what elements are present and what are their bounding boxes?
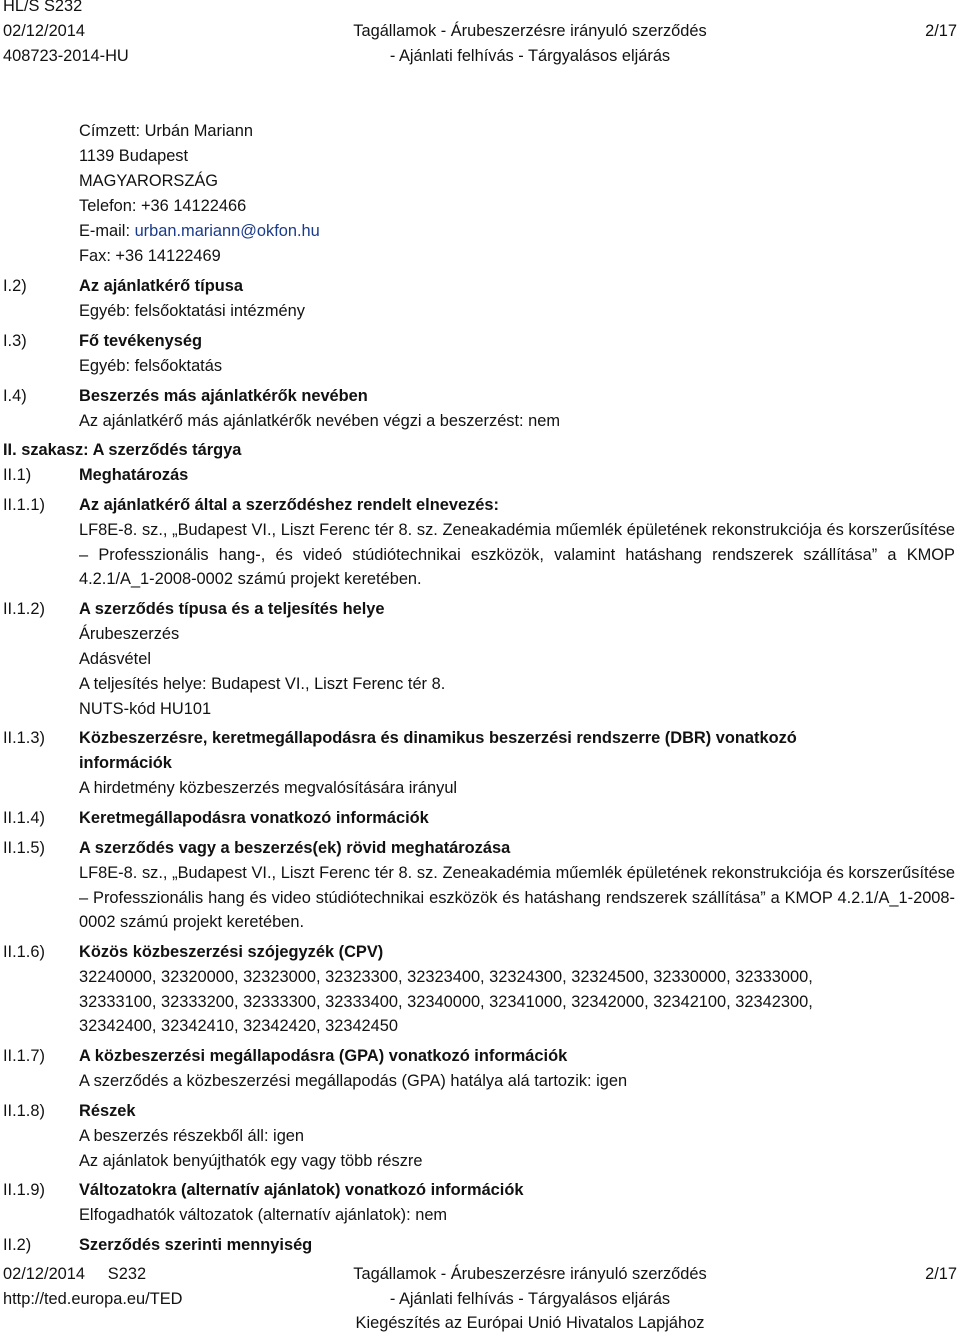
section-title: Az ajánlatkérő által a szerződéshez rendelt elnevezés: bbox=[79, 496, 499, 514]
section-title: Szerződés szerinti mennyiség bbox=[79, 1236, 313, 1254]
section-title: Közös közbeszerzési szójegyzék (CPV) bbox=[79, 943, 384, 961]
section-title: Fő tevékenység bbox=[79, 332, 202, 350]
footer-date-series: 02/12/2014 S232 bbox=[3, 1265, 147, 1283]
section-line: Árubeszerzés bbox=[79, 625, 180, 643]
section-line: NUTS-kód HU101 bbox=[79, 700, 212, 718]
contact-email-label: E-mail: bbox=[79, 222, 135, 240]
section-title: Az ajánlatkérő típusa bbox=[79, 277, 243, 295]
section-paragraph: LF8E-8. sz., „Budapest VI., Liszt Ferenc tér 8. sz. Zeneakadémia műemlék épületének rekonstrukciója és korszerűsítése – Professzionális hang és video stúdiótechnikai eszközök és hatáshang rendszerek szállítása” a KMOP 4.2.1/A_1-2008-0002 számú projekt keretében. bbox=[79, 864, 955, 932]
section-number: II.1.5) bbox=[3, 839, 45, 857]
header-date: 02/12/2014 bbox=[3, 22, 86, 40]
section-title: Meghatározás bbox=[79, 466, 189, 484]
section-title: A szerződés vagy a beszerzés(ek) rövid meghatározása bbox=[79, 839, 511, 857]
section-number: II.1.9) bbox=[3, 1181, 45, 1199]
section-title: Változatokra (alternatív ajánlatok) vonatkozó információk bbox=[79, 1181, 524, 1199]
section-number: II.1) bbox=[3, 466, 32, 484]
section-number: II.2) bbox=[3, 1236, 32, 1254]
header-page: 2/17 bbox=[925, 22, 957, 40]
section-number: II.1.1) bbox=[3, 496, 45, 514]
section-title: A szerződés típusa és a teljesítés helye bbox=[79, 600, 385, 618]
section-title: Beszerzés más ajánlatkérők nevében bbox=[79, 387, 368, 405]
cpv-codes: 32240000, 32320000, 32323000, 32323300, 32323400, 32324300, 32324500, 32330000, 32333000, 32333100, 32333200, 32333300, 32333400, 32340000, 32341000, 32342000, 32342100, 32342300, 32342400, 32342410, 32342420, 32342450 bbox=[79, 968, 813, 1036]
part-title: II. szakasz: A szerződés tárgya bbox=[3, 441, 242, 459]
section-line: A beszerzés részekből áll: igen bbox=[79, 1127, 305, 1145]
header-doc-id: 408723-2014-HU bbox=[3, 47, 129, 65]
header-title-line1: Tagállamok - Árubeszerzésre irányuló szerződés bbox=[353, 22, 707, 40]
footer-title-line2: - Ajánlati felhívás - Tárgyalásos eljárás bbox=[389, 1290, 671, 1308]
section-title: Közbeszerzésre, keretmegállapodásra és dinamikus beszerzési rendszerre (DBR) vonatkozó bbox=[79, 729, 797, 747]
section-number: I.3) bbox=[3, 332, 27, 350]
footer-url[interactable]: http://ted.europa.eu/TED bbox=[3, 1290, 183, 1308]
section-number: II.1.4) bbox=[3, 809, 45, 827]
section-title-cont: információk bbox=[79, 754, 172, 772]
section-text: Elfogadhatók változatok (alternatív ajánlatok): nem bbox=[79, 1206, 448, 1224]
contact-phone: Telefon: +36 14122466 bbox=[79, 197, 247, 215]
section-number: I.4) bbox=[3, 387, 27, 405]
contact-email-link[interactable]: urban.mariann@okfon.hu bbox=[134, 222, 320, 240]
section-paragraph: LF8E-8. sz., „Budapest VI., Liszt Ferenc tér 8. sz. Zeneakadémia műemlék épületének rekonstrukciója és korszerűsítése – Professzionális hang-, és videó stúdiótechnikai eszközök, valamint hatáshang rendszerek szállítása” a KMOP 4.2.1/A_1-2008-0002 számú projekt keretében. bbox=[79, 521, 955, 589]
section-number: II.1.3) bbox=[3, 729, 45, 747]
section-text: Az ajánlatkérő más ajánlatkérők nevében végzi a beszerzést: nem bbox=[79, 412, 561, 430]
section-number: II.1.6) bbox=[3, 943, 45, 961]
contact-recipient: Címzett: Urbán Mariann bbox=[79, 122, 253, 140]
section-text: A hirdetmény közbeszerzés megvalósítására irányul bbox=[79, 779, 458, 797]
header-series: HL/S S232 bbox=[3, 0, 83, 15]
section-line: Az ajánlatok benyújthatók egy vagy több részre bbox=[79, 1152, 423, 1170]
section-text: Egyéb: felsőoktatási intézmény bbox=[79, 302, 305, 320]
section-title: Keretmegállapodásra vonatkozó információk bbox=[79, 809, 429, 827]
contact-city: 1139 Budapest bbox=[79, 147, 189, 165]
footer-page: 2/17 bbox=[925, 1265, 957, 1283]
section-number: II.1.8) bbox=[3, 1102, 45, 1120]
section-number: II.1.7) bbox=[3, 1047, 45, 1065]
footer-title-line1: Tagállamok - Árubeszerzésre irányuló szerződés bbox=[353, 1265, 707, 1283]
section-text: Egyéb: felsőoktatás bbox=[79, 357, 223, 375]
section-line: A teljesítés helye: Budapest VI., Liszt Ferenc tér 8. bbox=[79, 675, 446, 693]
footer-title-line3: Kiegészítés az Európai Unió Hivatalos Lapjához bbox=[355, 1314, 705, 1332]
section-title: Részek bbox=[79, 1102, 136, 1120]
section-line: Adásvétel bbox=[79, 650, 151, 668]
section-number: II.1.2) bbox=[3, 600, 45, 618]
contact-email-row bbox=[79, 219, 320, 244]
section-title: A közbeszerzési megállapodásra (GPA) vonatkozó információk bbox=[79, 1047, 568, 1065]
section-number: I.2) bbox=[3, 277, 27, 295]
section-text: A szerződés a közbeszerzési megállapodás (GPA) hatálya alá tartozik: igen bbox=[79, 1072, 628, 1090]
contact-fax: Fax: +36 14122469 bbox=[79, 247, 221, 265]
contact-country: MAGYARORSZÁG bbox=[79, 172, 219, 190]
header-title-line2: - Ajánlati felhívás - Tárgyalásos eljárás bbox=[389, 47, 671, 65]
